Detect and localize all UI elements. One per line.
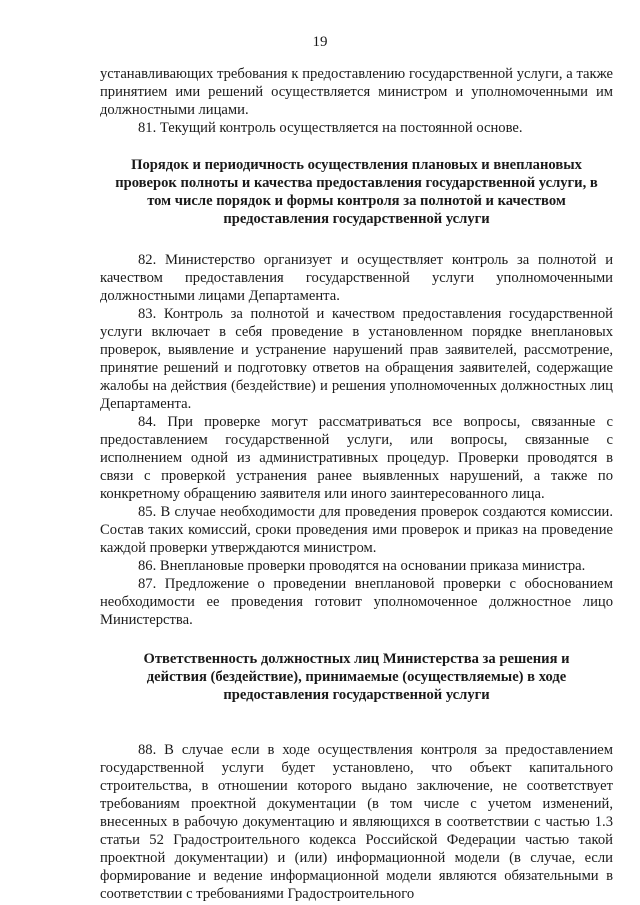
paragraph-85: 85. В случае необходимости для проведения проверок создаются комиссии. Состав таких комиссий, сроки проведения ими проверок и приказ на проведение каждой проверки утверждаются министром. <box>100 504 613 556</box>
paragraph-81: 81. Текущий контроль осуществляется на постоянной основе. <box>138 120 523 136</box>
section-heading-responsibility: Ответственность должностных лиц Министерства за решения и действия (бездействие), принимаемые (осуществляемые) в ходе предоставления государственной услуги <box>143 651 570 703</box>
paragraph-82: 82. Министерство организует и осуществляет контроль за полнотой и качеством предоставления государственной услуги уполномоченными должностными лицами Департамента. <box>100 252 613 304</box>
paragraph-84: 84. При проверке могут рассматриваться все вопросы, связанные с предоставлением государственной услуги, или вопросы, связанные с исполнением одной из административных процедур. Проверки проводятся в связи с проверкой устранения ранее выявленных нарушений, а также по конкретному обращению заявителя или иного заинтересованного лица. <box>100 414 613 502</box>
paragraph-83: 83. Контроль за полнотой и качеством предоставления государственной услуги включает в себя проведение в установленном порядке внеплановых проверок, выявление и устранение нарушений прав заявителей, рассмотрение, принятие решений и подготовку ответов на обращения заявителей, содержащие жалобы на действия (бездействие) и решения уполномоченных должностных лиц Департамента. <box>100 306 613 412</box>
paragraph-87: 87. Предложение о проведении внеплановой проверки с обоснованием необходимости ее проведения готовит уполномоченное должностное лицо Министерства. <box>100 576 613 628</box>
document-body <box>100 65 613 903</box>
section-heading-inspections: Порядок и периодичность осуществления плановых и внеплановых проверок полноты и качества предоставления государственной услуги, в том числе порядок и формы контроля за полнотой и качеством предоставления государственной услуги <box>115 157 598 227</box>
paragraph-continuation: устанавливающих требования к предоставлению государственной услуги, а также принятием ими решений осуществляется министром и уполномоченными им должностными лицами. <box>100 66 613 118</box>
page-number: 19 <box>312 34 328 50</box>
paragraph-88: 88. В случае если в ходе осуществления контроля за предоставлением государственной услуги будет установлено, что объект капитального строительства, в отношении которого выдано заключение, не соответствует требованиям проектной документации (в том числе с учетом изменений, внесенных в рабочую документацию и являющихся в соответствии с частью 1.3 статьи 52 Градостроительного кодекса Российской Федерации частью такой проектной документации) и (или) информационной модели (в случае, если формирование и ведение информационной модели являются обязательными в соответствии с требованиями Градостроительного <box>100 742 613 902</box>
paragraph-86: 86. Внеплановые проверки проводятся на основании приказа министра. <box>138 558 586 574</box>
